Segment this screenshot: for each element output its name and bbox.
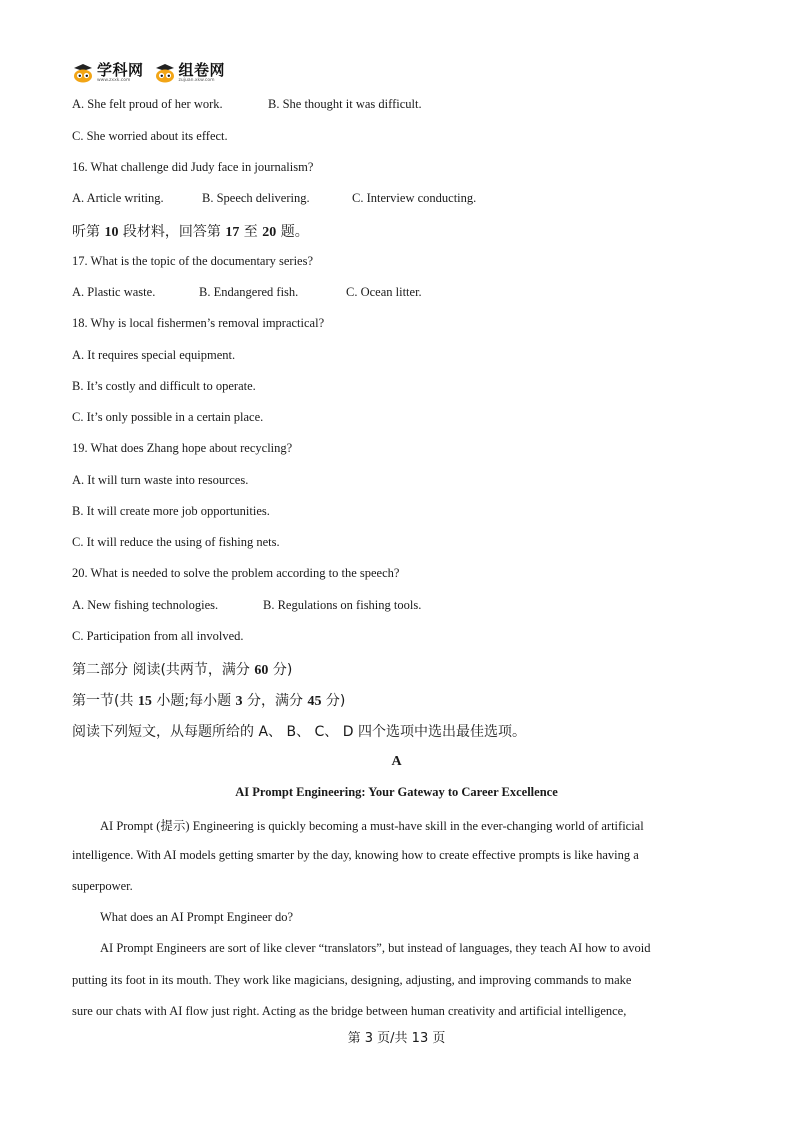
section-1-title: [72, 690, 345, 710]
q15-option-c: C. She worried about its effect.: [72, 129, 228, 143]
section-title-text: 小题;每小题: [151, 693, 236, 709]
section-title-text: 第一节(共: [72, 693, 138, 709]
q19-option-a: A. It will turn waste into resources.: [72, 473, 249, 487]
q20-option-c: C. Participation from all involved.: [72, 629, 244, 643]
passage-line: sure our chats with AI flow just right. Acting as the bridge between human creativity and artificial intelligence,: [72, 1004, 627, 1018]
part-title-text: 第二部分 阅读(共两节，满分: [72, 662, 255, 678]
q19-option-b: B. It will create more job opportunities.: [72, 504, 270, 518]
instruction-number: 20: [262, 225, 277, 240]
q17-stem: 17. What is the topic of the documentary series?: [72, 254, 314, 268]
q17-option-c: C. Ocean litter.: [346, 285, 422, 299]
zujuanwang-logo: [154, 60, 226, 84]
owl-mascot-icon: [72, 63, 94, 83]
passage-line: putting its foot in its mouth. They work like magicians, designing, adjusting, and improving commands to make: [72, 973, 632, 987]
q15-option-a: A. She felt proud of her work.: [72, 97, 223, 111]
q17-option-a: A. Plastic waste.: [72, 285, 156, 299]
q16-stem: 16. What challenge did Judy face in journalism?: [72, 160, 314, 174]
q15-options-row: [72, 97, 422, 112]
instruction-text: 段材料，回答第: [118, 224, 226, 240]
logo-name: 学科网: [97, 60, 144, 79]
q19-option-c: C. It will reduce the using of fishing nets.: [72, 535, 280, 549]
instruction-text: 听第: [72, 224, 105, 240]
q18-stem: 18. Why is local fishermen’s removal impractical?: [72, 316, 325, 330]
q17-options-row: [72, 285, 422, 300]
instruction-text: 至: [239, 224, 263, 240]
section-title-number: 3: [235, 694, 243, 709]
passage-subheading: What does an AI Prompt Engineer do?: [100, 910, 294, 924]
q15-option-b: B. She thought it was difficult.: [268, 97, 422, 111]
passage-line: intelligence. With AI models getting smarter by the day, knowing how to create effective prompts is like having a: [72, 848, 639, 862]
q16-option-b: B. Speech delivering.: [202, 191, 310, 205]
page-number-footer: 第 3 页/共 13 页: [347, 1031, 446, 1046]
q18-option-b: B. It’s costly and difficult to operate.: [72, 379, 256, 393]
q19-stem: 19. What does Zhang hope about recycling?: [72, 441, 293, 455]
q20-stem: 20. What is needed to solve the problem according to the speech?: [72, 566, 400, 580]
instruction-text: 题。: [276, 224, 309, 240]
q16-option-c: C. Interview conducting.: [352, 191, 477, 205]
reading-instruction: 阅读下列短文，从每题所给的 A、 B、 C、 D 四个选项中选出最佳选项。: [72, 724, 526, 740]
header-logos: [72, 60, 225, 86]
passage-title: AI Prompt Engineering: Your Gateway to Career Excellence: [235, 785, 558, 799]
part-title-text: 分): [268, 662, 293, 678]
passage-line: AI Prompt Engineers are sort of like clever “translators”, but instead of languages, they teach AI how to avoid: [100, 941, 651, 955]
passage-line: superpower.: [72, 879, 133, 893]
q18-option-c: C. It’s only possible in a certain place.: [72, 410, 264, 424]
section-title-text: 分): [321, 693, 346, 709]
xuekewang-logo: [72, 60, 144, 84]
part-2-title: [72, 659, 292, 679]
q20-option-a: A. New fishing technologies.: [72, 598, 219, 612]
logo-url: zujuan.xkw.com: [178, 77, 215, 83]
q18-option-a: A. It requires special equipment.: [72, 348, 236, 362]
q17-option-b: B. Endangered fish.: [199, 285, 299, 299]
owl-mascot-icon: [154, 63, 176, 83]
q16-option-a: A. Article writing.: [72, 191, 164, 205]
instruction-number: 17: [225, 225, 240, 240]
q20-options-row: [72, 598, 421, 613]
logo-name: 组卷网: [178, 60, 226, 79]
section-title-number: 45: [307, 694, 322, 709]
q16-options-row: [72, 191, 476, 206]
section-title-number: 15: [137, 694, 152, 709]
section-title-text: 分，满分: [242, 693, 308, 709]
q20-option-b: B. Regulations on fishing tools.: [263, 598, 422, 612]
passage-label: A: [391, 754, 402, 769]
instruction-number: 10: [104, 225, 119, 240]
part-title-number: 60: [254, 663, 269, 678]
passage-line: AI Prompt (提示) Engineering is quickly becoming a must-have skill in the ever-changing world of artificial: [100, 819, 644, 833]
section-10-instruction: [72, 221, 309, 241]
logo-url: www.zxxk.com: [97, 77, 131, 83]
